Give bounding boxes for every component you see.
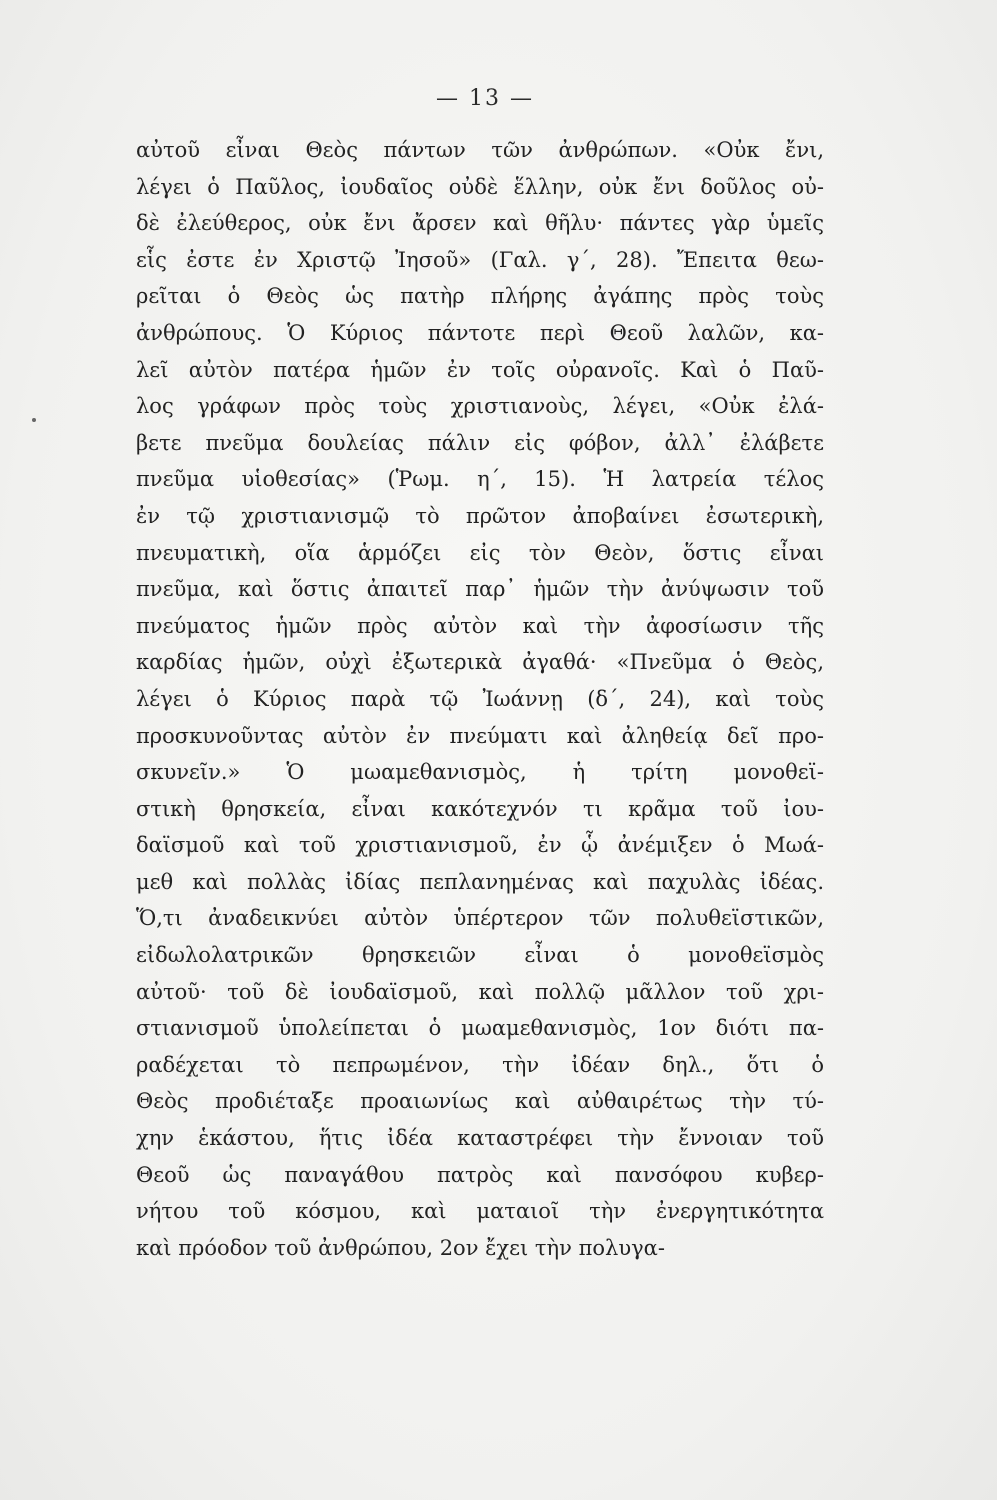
text-line: Ὅ,τι ἀναδεικνύει αὐτὸν ὑπέρτερον τῶν πολυθεϊστικῶν,	[136, 906, 824, 931]
text-line: δὲ ἐλεύθερος, οὐκ ἔνι ἄρσεν καὶ θῆλυ· πάντες γὰρ ὑμεῖς	[136, 211, 824, 236]
text-line: εἰδωλολατρικῶν θρησκειῶν εἶναι ὁ μονοθεϊσμὸς	[136, 943, 824, 968]
text-line: αὐτοῦ εἶναι Θεὸς πάντων τῶν ἀνθρώπων. «Οὐκ ἔνι,	[136, 138, 824, 162]
text-line: προσκυνοῦντας αὐτὸν ἐν πνεύματι καὶ ἀληθείᾳ δεῖ προ-	[136, 723, 824, 748]
text-line: πνεύματος ἡμῶν πρὸς αὐτὸν καὶ τὴν ἀφοσίωσιν τῆς	[136, 613, 824, 638]
text-line: καὶ πρόοδον τοῦ ἀνθρώπου, 2ον ἔχει τὴν πολυγα-	[136, 1235, 665, 1260]
text-line: στικὴ θρησκεία, εἶναι κακότεχνόν τι κρᾶμα τοῦ ἰου-	[136, 796, 824, 821]
text-line: πνεῦμα, καὶ ὅστις ἀπαιτεῖ παρ᾽ ἡμῶν τὴν ἀνύψωσιν τοῦ	[136, 577, 824, 602]
text-line: χην ἑκάστου, ἥτις ἰδέα καταστρέφει τὴν ἔννοιαν τοῦ	[136, 1126, 824, 1151]
text-line: αὐτοῦ· τοῦ δὲ ἰουδαϊσμοῦ, καὶ πολλῷ μᾶλλον τοῦ χρι-	[136, 979, 824, 1004]
text-line: νήτου τοῦ κόσμου, καὶ ματαιοῖ τὴν ἐνεργητικότητα	[136, 1199, 824, 1224]
text-line: βετε πνεῦμα δουλείας πάλιν εἰς φόβον, ἀλλ᾽ ἐλάβετε	[136, 430, 824, 455]
text-line: στιανισμοῦ ὑπολείπεται ὁ μωαμεθανισμὸς, 1ον διότι πα-	[136, 1016, 824, 1041]
text-line: λέγει ὁ Κύριος παρὰ τῷ Ἰωάννῃ (δ΄, 24), καὶ τοὺς	[136, 686, 824, 711]
text-line: λέγει ὁ Παῦλος, ἰουδαῖος οὐδὲ ἕλλην, οὐκ ἔνι δοῦλος οὐ-	[136, 174, 824, 199]
text-line: σκυνεῖν.» Ὁ μωαμεθανισμὸς, ἡ τρίτη μονοθεϊ-	[136, 760, 824, 785]
text-line: λεῖ αὐτὸν πατέρα ἡμῶν ἐν τοῖς οὐρανοῖς. Καὶ ὁ Παῦ-	[136, 357, 824, 382]
text-line: ἀνθρώπους. Ὁ Κύριος πάντοτε περὶ Θεοῦ λαλῶν, κα-	[136, 320, 824, 345]
text-line: πνεῦμα υἱοθεσίας» (Ῥωμ. η΄, 15). Ἡ λατρεία τέλος	[136, 467, 824, 492]
body-text	[136, 132, 824, 1266]
text-line: μεθ καὶ πολλὰς ἰδίας πεπλανημένας καὶ παχυλὰς ἰδέας.	[136, 869, 824, 894]
text-line: ρεῖται ὁ Θεὸς ὡς πατὴρ πλήρης ἀγάπης πρὸς τοὺς	[136, 284, 824, 309]
text-line: δαϊσμοῦ καὶ τοῦ χριστιανισμοῦ, ἐν ᾧ ἀνέμιξεν ὁ Μωά-	[136, 833, 824, 858]
text-line: Θεὸς προδιέταξε προαιωνίως καὶ αὐθαιρέτως τὴν τύ-	[136, 1089, 824, 1114]
text-line: λος γράφων πρὸς τοὺς χριστιανοὺς, λέγει, «Οὐκ ἐλά-	[136, 394, 824, 419]
page-number: — 13 —	[436, 86, 534, 111]
text-line: πνευματικὴ, οἵα ἁρμόζει εἰς τὸν Θεὸν, ὅστις εἶναι	[136, 540, 824, 565]
text-line: καρδίας ἡμῶν, οὐχὶ ἐξωτερικὰ ἀγαθά· «Πνεῦμα ὁ Θεὸς,	[136, 650, 824, 675]
text-line: ἐν τῷ χριστιανισμῷ τὸ πρῶτον ἀποβαίνει ἐσωτερικὴ,	[136, 503, 824, 528]
text-line: Θεοῦ ὡς παναγάθου πατρὸς καὶ πανσόφου κυβερ-	[136, 1162, 824, 1187]
text-line: εἷς ἐστε ἐν Χριστῷ Ἰησοῦ» (Γαλ. γ΄, 28). Ἔπειτα θεω-	[136, 247, 824, 272]
text-line: ραδέχεται τὸ πεπρωμένον, τὴν ἰδέαν δηλ., ὅτι ὁ	[136, 1052, 824, 1077]
margin-speck	[32, 418, 36, 422]
